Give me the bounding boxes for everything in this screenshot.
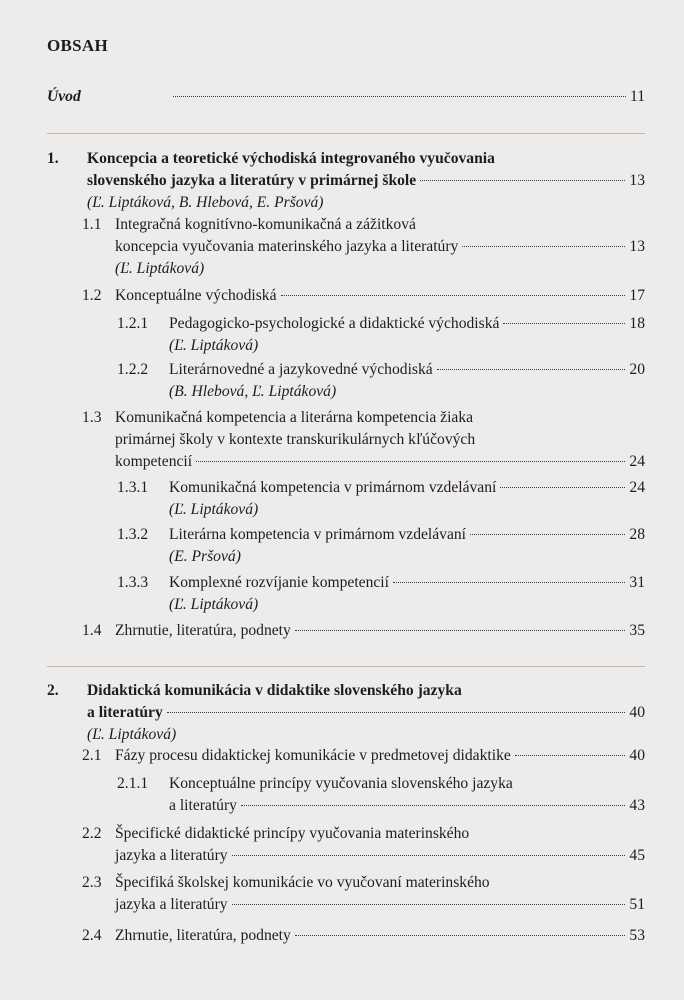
section-number: 2. xyxy=(47,682,59,699)
entry-number: 1.2 xyxy=(82,287,102,304)
dot-leader xyxy=(241,805,625,806)
authors: (Ľ. Liptáková) xyxy=(169,501,259,518)
entry-title-line: primárnej školy v kontexte transkurikulárnych kľúčových xyxy=(115,431,476,448)
authors: (E. Pršová) xyxy=(169,548,241,565)
authors: (Ľ. Liptáková, B. Hlebová, E. Pršová) xyxy=(87,194,324,211)
toc-heading: OBSAH xyxy=(47,36,109,55)
dot-leader xyxy=(295,630,626,631)
entry-number: 2.1.1 xyxy=(117,775,149,792)
entry-title-line: Konceptuálne princípy vyučovania slovenského jazyka xyxy=(169,775,513,792)
section-title-line: Didaktická komunikácia v didaktike slovenského jazyka xyxy=(87,682,462,699)
dot-leader xyxy=(437,369,626,370)
page-number: 40 xyxy=(629,704,645,721)
entry-title-line: jazyka a literatúry xyxy=(115,896,228,913)
page-number: 43 xyxy=(629,797,645,814)
entry-number: 2.4 xyxy=(82,927,102,944)
page-number: 35 xyxy=(629,622,645,639)
page-number: 11 xyxy=(629,88,645,105)
page-number: 17 xyxy=(629,287,645,304)
dot-leader xyxy=(515,755,626,756)
dot-leader xyxy=(503,323,625,324)
entry-title-line: a literatúry xyxy=(169,797,237,814)
dot-leader xyxy=(393,582,625,583)
section-number: 1. xyxy=(47,150,59,167)
authors: (B. Hlebová, Ľ. Liptáková) xyxy=(169,383,337,400)
entry-number: 1.4 xyxy=(82,622,102,639)
entry-title-line: Literárna kompetencia v primárnom vzdelávaní xyxy=(169,526,467,543)
entry-number: 2.2 xyxy=(82,825,102,842)
section-title-line: slovenského jazyka a literatúry v primárnej škole xyxy=(87,172,417,189)
section-title-line: a literatúry xyxy=(87,704,163,721)
page-number: 40 xyxy=(629,747,645,764)
entry-title-line: Fázy procesu didaktickej komunikácie v predmetovej didaktike xyxy=(115,747,511,764)
entry-title-line: Konceptuálne východiská xyxy=(115,287,277,304)
page-number: 45 xyxy=(629,847,645,864)
page-number: 51 xyxy=(629,896,645,913)
entry-title-line: Pedagogicko-psychologické a didaktické východiská xyxy=(169,315,500,332)
page-number: 28 xyxy=(629,526,645,543)
dot-leader xyxy=(500,487,625,488)
page-number: 24 xyxy=(629,453,645,470)
toc-intro xyxy=(47,86,645,108)
entry-number: 1.2.1 xyxy=(117,315,149,332)
entry-title-line: kompetencií xyxy=(115,453,193,470)
page-number: 20 xyxy=(629,361,645,378)
dot-leader xyxy=(295,935,626,936)
entry-title-line: Komunikačná kompetencia a literárna kompetencia žiaka xyxy=(115,409,474,426)
dot-leader xyxy=(232,855,626,856)
entry-number: 1.3.2 xyxy=(117,526,149,543)
section-title-line: Koncepcia a teoretické východiská integrovaného vyučovania xyxy=(87,150,495,167)
page-number: 53 xyxy=(629,927,645,944)
entry-title-line: Komunikačná kompetencia v primárnom vzdelávaní xyxy=(169,479,497,496)
entry-title-line: Integračná kognitívno-komunikačná a zážitková xyxy=(115,216,416,233)
entry-title-line: Literárnovedné a jazykovedné východiská xyxy=(169,361,433,378)
dot-leader xyxy=(196,461,625,462)
entry-number: 1.3.1 xyxy=(117,479,149,496)
entry-title-line: Špecifiká školskej komunikácie vo vyučovaní materinského xyxy=(115,874,490,891)
dot-leader xyxy=(167,712,626,713)
entry-number: 2.1 xyxy=(82,747,102,764)
entry-title-line: Zhrnutie, literatúra, podnety xyxy=(115,927,291,944)
authors: (Ľ. Liptáková) xyxy=(169,596,259,613)
authors: (Ľ. Liptáková) xyxy=(87,726,177,743)
entry-title-line: Špecifické didaktické princípy vyučovania materinského xyxy=(115,825,470,842)
entry-title-line: Komplexné rozvíjanie kompetencií xyxy=(169,574,389,591)
section-divider xyxy=(47,666,645,667)
entry-number: 1.2.2 xyxy=(117,361,149,378)
dot-leader xyxy=(173,96,626,97)
page-number: 31 xyxy=(629,574,645,591)
page-number: 13 xyxy=(629,238,645,255)
dot-leader xyxy=(420,180,625,181)
intro-label: Úvod xyxy=(47,88,81,105)
page-number: 18 xyxy=(629,315,645,332)
dot-leader xyxy=(232,904,626,905)
authors: (Ľ. Liptáková) xyxy=(115,260,205,277)
entry-number: 1.1 xyxy=(82,216,102,233)
page-number: 24 xyxy=(629,479,645,496)
entry-title-line: jazyka a literatúry xyxy=(115,847,228,864)
authors: (Ľ. Liptáková) xyxy=(169,337,259,354)
dot-leader xyxy=(462,246,625,247)
dot-leader xyxy=(470,534,625,535)
entry-title-line: koncepcia vyučovania materinského jazyka a literatúry xyxy=(115,238,459,255)
section-divider xyxy=(47,133,645,134)
entry-number: 1.3 xyxy=(82,409,102,426)
toc-section-1 xyxy=(47,148,645,214)
page-number: 13 xyxy=(629,172,645,189)
entry-number: 1.3.3 xyxy=(117,574,149,591)
entry-number: 2.3 xyxy=(82,874,102,891)
dot-leader xyxy=(281,295,626,296)
toc-section-2 xyxy=(47,680,645,746)
entry-title-line: Zhrnutie, literatúra, podnety xyxy=(115,622,291,639)
